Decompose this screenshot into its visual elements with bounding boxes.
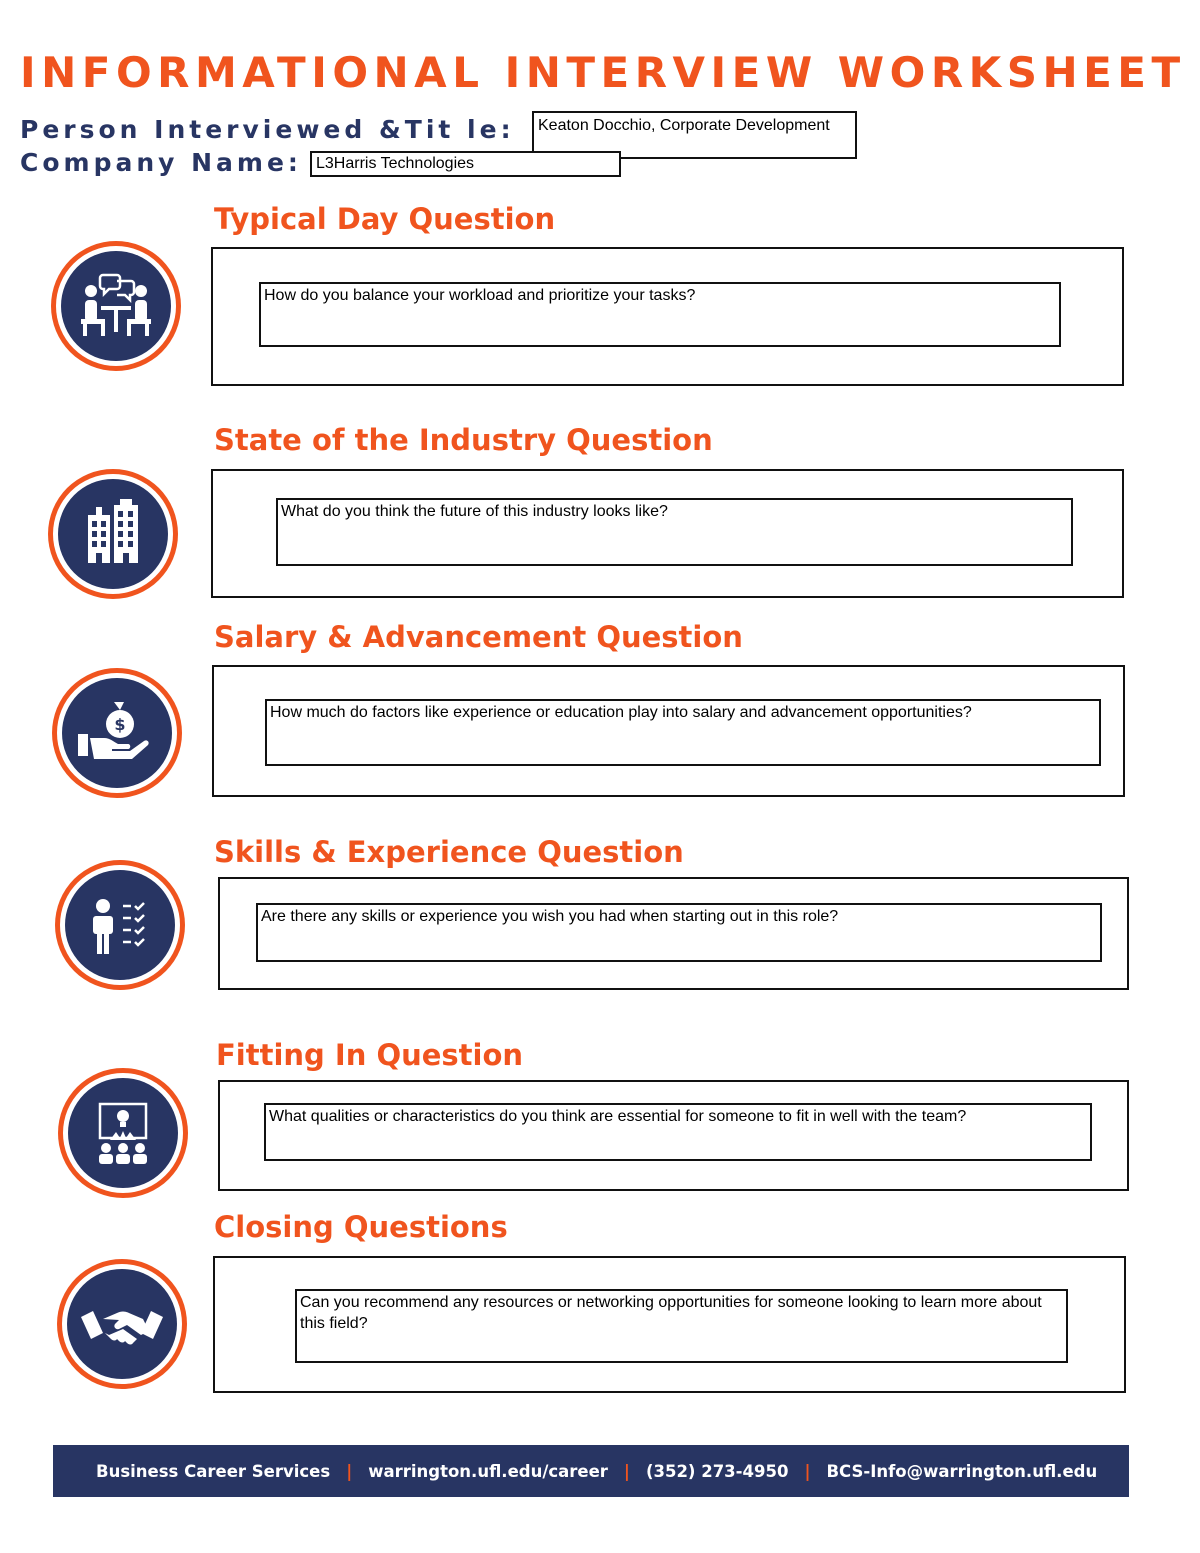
- person-checklist-icon: [65, 870, 175, 980]
- question-text-typical-day: How do you balance your workload and prioritize your tasks?: [264, 287, 696, 304]
- question-text-salary: How much do factors like experience or education play into salary and advancement opportunities?: [270, 704, 972, 721]
- question-box-skills[interactable]: [256, 903, 1102, 962]
- section-icon-industry: [48, 469, 178, 599]
- section-heading-typical-day: Typical Day Question: [214, 202, 556, 236]
- company-name-value: L3Harris Technologies: [316, 155, 475, 172]
- question-text-fitting-in: What qualities or characteristics do you think are essential for someone to fit in well with the team?: [269, 1108, 967, 1125]
- footer-separator: |: [346, 1461, 353, 1481]
- section-icon-salary: [52, 668, 182, 798]
- money-bag-hand-icon: [62, 678, 172, 788]
- section-icon-typical-day: [51, 241, 181, 371]
- buildings-icon: [58, 479, 168, 589]
- question-text-skills: Are there any skills or experience you wish you had when starting out in this role?: [261, 908, 839, 925]
- question-box-industry[interactable]: [276, 498, 1073, 566]
- company-name-field[interactable]: [310, 151, 621, 177]
- footer-org: Business Career Services: [96, 1461, 331, 1481]
- handshake-icon: [67, 1269, 177, 1379]
- question-box-salary[interactable]: [265, 699, 1101, 766]
- section-heading-salary: Salary & Advancement Question: [214, 620, 743, 654]
- presentation-idea-icon: [68, 1078, 178, 1188]
- section-heading-industry: State of the Industry Question: [214, 423, 713, 457]
- question-text-closing: Can you recommend any resources or networking opportunities for someone looking to learn more about this field?: [300, 1294, 1042, 1332]
- footer-email-link[interactable]: BCS-Info@warrington.ufl.edu: [826, 1461, 1098, 1481]
- footer-separator: |: [804, 1461, 811, 1481]
- section-icon-fitting-in: [58, 1068, 188, 1198]
- section-heading-closing: Closing Questions: [214, 1210, 508, 1244]
- page-title: INFORMATIONAL INTERVIEW WORKSHEET: [20, 48, 1186, 97]
- section-icon-skills: [55, 860, 185, 990]
- question-box-typical-day[interactable]: [259, 282, 1061, 347]
- company-name-label: Company Name:: [20, 148, 302, 177]
- footer-phone: (352) 273-4950: [645, 1461, 789, 1481]
- footer-bar: [53, 1445, 1129, 1497]
- question-box-closing[interactable]: [295, 1289, 1068, 1363]
- footer-url-link[interactable]: warrington.ufl.edu/career: [368, 1461, 608, 1481]
- question-box-fitting-in[interactable]: [264, 1103, 1092, 1161]
- section-icon-closing: [57, 1259, 187, 1389]
- person-interviewed-value: Keaton Docchio, Corporate Development: [538, 117, 830, 134]
- person-interviewed-label: Person Interviewed &Tit le:: [20, 115, 515, 144]
- svg-text:$: $: [114, 715, 126, 734]
- meeting-icon: [61, 251, 171, 361]
- section-heading-fitting-in: Fitting In Question: [216, 1038, 524, 1072]
- footer-separator: |: [623, 1461, 630, 1481]
- question-text-industry: What do you think the future of this industry looks like?: [281, 503, 668, 520]
- section-heading-skills: Skills & Experience Question: [214, 835, 684, 869]
